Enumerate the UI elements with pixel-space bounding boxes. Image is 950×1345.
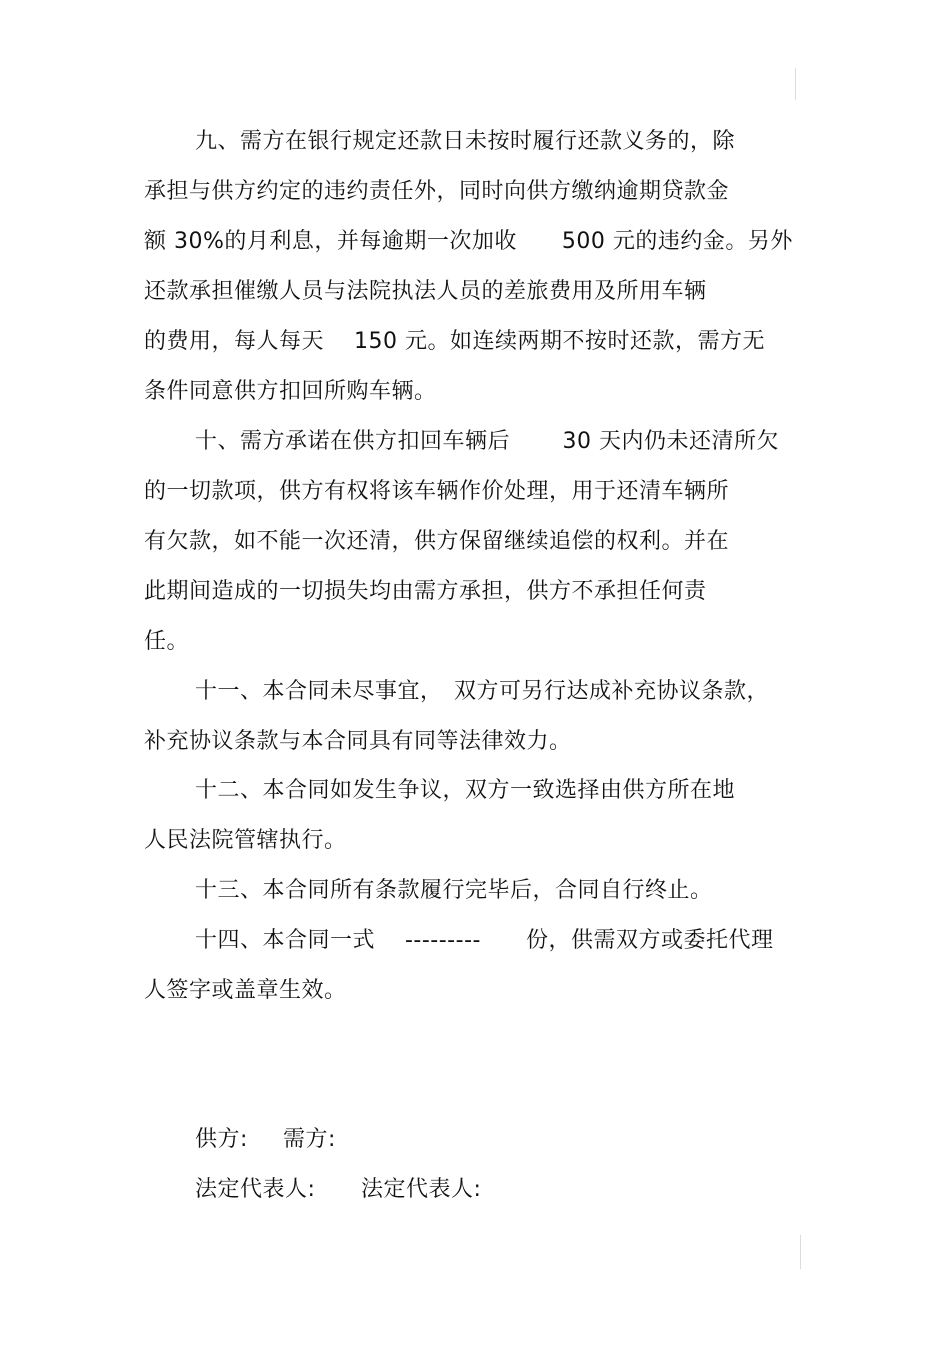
buyer-representative-label: 法定代表人: bbox=[361, 1177, 482, 1202]
clause-10-line-2: 的一切款项，供方有权将该车辆作价处理，用于还清车辆所 bbox=[144, 479, 730, 504]
supplier-label: 供方: bbox=[195, 1127, 248, 1152]
clause-13-line-1: 十三、本合同所有条款履行完毕后，合同自行终止。 bbox=[195, 878, 713, 903]
supplier-representative-label: 法定代表人: bbox=[195, 1177, 316, 1202]
clause-11-line-2: 补充协议条款与本合同具有同等法律效力。 bbox=[144, 729, 572, 754]
margin-mark-top-right bbox=[795, 68, 796, 100]
buyer-label: 需方: bbox=[283, 1127, 336, 1152]
clause-11-line-1: 十一、本合同未尽事宜， 双方可另行达成补充协议条款， bbox=[195, 679, 770, 704]
clause-10-line-3: 有欠款，如不能一次还清，供方保留继续追偿的权利。并在 bbox=[144, 529, 730, 554]
clause-12-line-2: 人民法院管辖执行。 bbox=[144, 828, 347, 853]
clause-14-line-2: 人签字或盖章生效。 bbox=[144, 978, 347, 1003]
clause-10-line-1: 十、需方承诺在供方扣回车辆后 30 天内仍未还清所欠 bbox=[195, 429, 779, 454]
clause-9-line-6: 条件同意供方扣回所购车辆。 bbox=[144, 379, 437, 404]
clause-9-line-5: 的费用，每人每天 150 元。如连续两期不按时还款，需方无 bbox=[144, 329, 765, 354]
clause-9-line-2: 承担与供方约定的违约责任外，同时向供方缴纳逾期贷款金 bbox=[144, 179, 730, 204]
clause-9-line-4: 还款承担催缴人员与法院执法人员的差旅费用及所用车辆 bbox=[144, 279, 707, 304]
clause-10-line-5: 任。 bbox=[144, 629, 190, 654]
clause-12-line-1: 十二、本合同如发生争议，双方一致选择由供方所在地 bbox=[195, 778, 736, 803]
margin-mark-bottom-right bbox=[800, 1235, 801, 1269]
clause-14-line-1: 十四、本合同一式 --------- 份，供需双方或委托代理 bbox=[195, 928, 774, 953]
clause-10-line-4: 此期间造成的一切损失均由需方承担，供方不承担任何责 bbox=[144, 579, 707, 604]
clause-9-line-3: 额 30%的月利息，并每逾期一次加收 500 元的违约金。另外 bbox=[144, 229, 793, 254]
clause-9-line-1: 九、需方在银行规定还款日未按时履行还款义务的，除 bbox=[195, 129, 736, 154]
